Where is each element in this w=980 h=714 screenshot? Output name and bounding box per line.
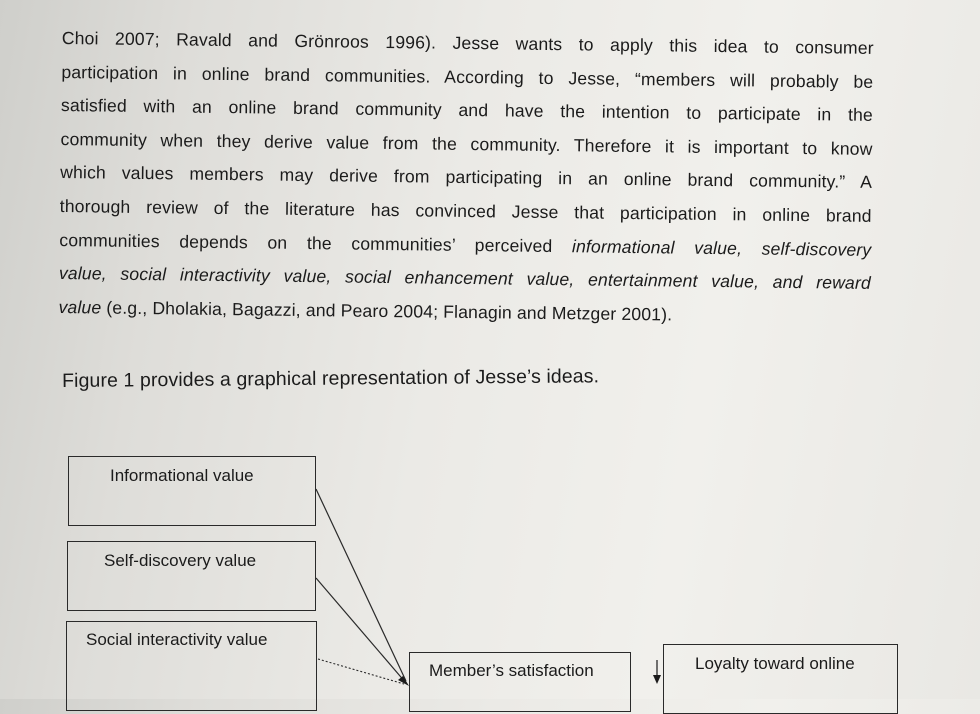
loyalty-box <box>663 644 898 714</box>
self-discovery-value-label: Self-discovery value <box>104 551 257 570</box>
paragraph-line: which values members may derive from participating in an online brand community.” A <box>60 162 873 193</box>
paragraph-line: Choi 2007; Ravald and Grönroos 1996). Jesse wants to apply this idea to consumer <box>61 27 874 58</box>
line-plain-text: communities depends on the communities’ perceived <box>59 229 573 256</box>
arrow-self-discovery-to-satisfaction <box>316 578 406 683</box>
arrow-informational-to-satisfaction <box>316 489 406 681</box>
line-italic-text: informational value, self-discovery <box>571 235 872 260</box>
self-discovery-value-box <box>67 541 316 611</box>
arrowhead-icon <box>398 676 409 686</box>
line-italic-text: value <box>58 296 102 318</box>
line-italic-text: value, social interactivity value, social enhancement value, entertainment value, and reward <box>58 263 871 294</box>
arrow-social-interactivity-to-satisfaction <box>318 659 404 684</box>
social-interactivity-value-box <box>66 621 317 711</box>
paragraph-line: community when they derive value from the community. Therefore it is important to know <box>60 128 873 159</box>
figure-caption: Figure 1 provides a graphical representation of Jesse’s ideas. <box>62 365 600 392</box>
member-satisfaction-box <box>409 652 631 712</box>
informational-value-label: Informational value <box>110 466 254 485</box>
arrowhead-icon <box>653 675 661 684</box>
social-interactivity-value-label: Social interactivity value <box>86 630 268 649</box>
informational-value-box <box>68 456 316 526</box>
paragraph-line: satisfied with an online brand community and have the intention to participate in the <box>60 95 874 126</box>
paragraph-line: participation in online brand communities. According to Jesse, “members will probably be <box>61 61 874 92</box>
member-satisfaction-label: Member’s satisfaction <box>429 661 594 680</box>
paragraph-line: thorough review of the literature has convinced Jesse that participation in online brand <box>59 195 872 226</box>
line-plain-text: (e.g., Dholakia, Bagazzi, and Pearo 2004; Flanagin and Metzger 2001). <box>101 297 673 325</box>
body-paragraph <box>58 22 874 334</box>
loyalty-label: Loyalty toward online <box>695 654 855 673</box>
